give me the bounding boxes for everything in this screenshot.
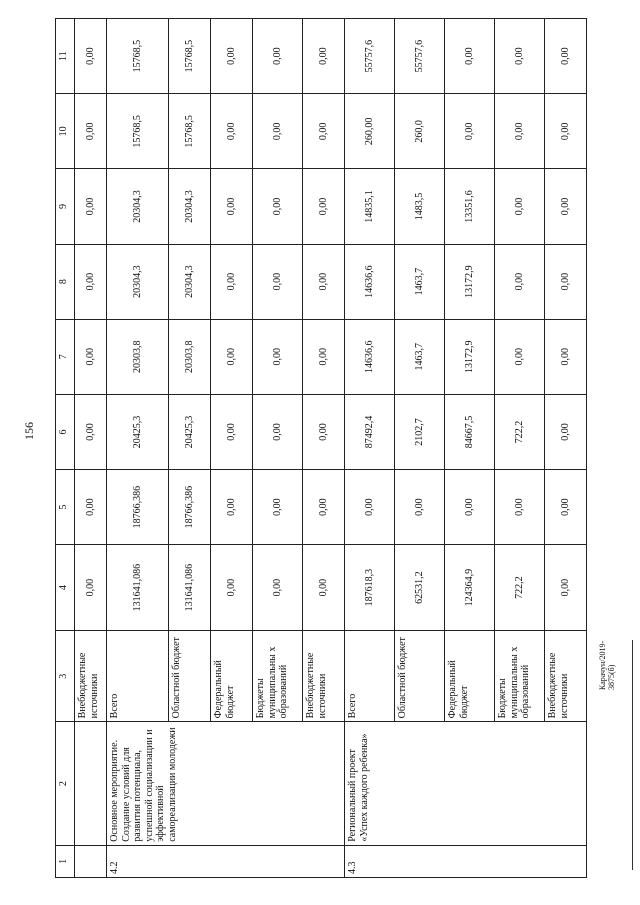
value-cell: 0,00: [75, 19, 107, 94]
value-cell: 0,00: [211, 94, 253, 169]
footer-stamp: Карачун/2019-3875(б): [598, 640, 616, 690]
source-cell: Федеральный бюджет: [445, 631, 495, 722]
value-cell: 0,00: [211, 545, 253, 631]
value-cell: 0,00: [75, 394, 107, 469]
value-cell: 18766,386: [107, 470, 169, 545]
value-cell: 0,00: [211, 19, 253, 94]
value-cell: 20303,8: [107, 319, 169, 394]
value-cell: 13172,9: [445, 319, 495, 394]
table-row: [107, 19, 169, 878]
value-cell: 20304,3: [169, 244, 211, 319]
value-cell: 55757,6: [395, 19, 445, 94]
value-cell: 2102,7: [395, 394, 445, 469]
source-cell: Бюджеты муниципальны х образований: [495, 631, 545, 722]
value-cell: 14835,1: [345, 169, 395, 244]
value-cell: 20304,3: [107, 244, 169, 319]
value-cell: 0,00: [75, 169, 107, 244]
source-cell: Федеральный бюджет: [211, 631, 253, 722]
value-cell: 0,00: [75, 94, 107, 169]
value-cell: 0,00: [545, 169, 587, 244]
value-cell: 62531,2: [395, 545, 445, 631]
value-cell: 0,00: [445, 94, 495, 169]
value-cell: 20303,8: [169, 319, 211, 394]
value-cell: 0,00: [303, 244, 345, 319]
value-cell: 0,00: [495, 19, 545, 94]
value-cell: 0,00: [303, 545, 345, 631]
value-cell: 15768,5: [107, 94, 169, 169]
value-cell: 0,00: [445, 19, 495, 94]
value-cell: 0,00: [253, 394, 303, 469]
value-cell: 0,00: [75, 470, 107, 545]
value-cell: 0,00: [253, 19, 303, 94]
value-cell: 15768,5: [107, 19, 169, 94]
value-cell: 0,00: [75, 545, 107, 631]
value-cell: 0,00: [253, 545, 303, 631]
value-cell: 0,00: [211, 244, 253, 319]
row-number-cell: 4.3: [345, 845, 587, 877]
column-header: 4: [56, 545, 75, 631]
value-cell: 20425,3: [169, 394, 211, 469]
value-cell: 0,00: [253, 470, 303, 545]
column-header: 1: [56, 845, 75, 877]
value-cell: 15768,5: [169, 94, 211, 169]
value-cell: 124364,9: [445, 545, 495, 631]
value-cell: 20425,3: [107, 394, 169, 469]
source-cell: Областной бюджет: [169, 631, 211, 722]
value-cell: 55757,6: [345, 19, 395, 94]
table-row: [75, 19, 107, 878]
value-cell: 0,00: [211, 169, 253, 244]
value-cell: 0,00: [495, 94, 545, 169]
value-cell: 0,00: [303, 394, 345, 469]
value-cell: 0,00: [445, 470, 495, 545]
budget-table: [55, 18, 587, 878]
value-cell: 18766,386: [169, 470, 211, 545]
value-cell: 87492,4: [345, 394, 395, 469]
value-cell: 0,00: [545, 470, 587, 545]
value-cell: 1463,7: [395, 319, 445, 394]
value-cell: 0,00: [395, 470, 445, 545]
value-cell: 187618,3: [345, 545, 395, 631]
column-header: 5: [56, 470, 75, 545]
source-cell: Внебюджетные источники: [75, 631, 107, 722]
value-cell: 0,00: [211, 319, 253, 394]
source-cell: Бюджеты муниципальны х образований: [253, 631, 303, 722]
value-cell: 0,00: [303, 319, 345, 394]
value-cell: 13172,9: [445, 244, 495, 319]
value-cell: 260,0: [395, 94, 445, 169]
column-header: 11: [56, 19, 75, 94]
value-cell: 1483,5: [395, 169, 445, 244]
column-header: 3: [56, 631, 75, 722]
value-cell: 0,00: [253, 244, 303, 319]
column-header: 7: [56, 319, 75, 394]
value-cell: 0,00: [495, 244, 545, 319]
value-cell: 15768,5: [169, 19, 211, 94]
value-cell: 13351,6: [445, 169, 495, 244]
value-cell: 0,00: [545, 319, 587, 394]
source-cell: Всего: [107, 631, 169, 722]
row-name-cell: [75, 722, 107, 845]
value-cell: 0,00: [211, 394, 253, 469]
row-number-cell: [75, 845, 107, 877]
value-cell: 0,00: [303, 470, 345, 545]
source-cell: Областной бюджет: [395, 631, 445, 722]
column-header: 2: [56, 722, 75, 845]
source-cell: Всего: [345, 631, 395, 722]
column-header: 10: [56, 94, 75, 169]
value-cell: 0,00: [75, 319, 107, 394]
value-cell: 722,2: [495, 394, 545, 469]
value-cell: 131641,086: [107, 545, 169, 631]
column-header: 9: [56, 169, 75, 244]
value-cell: 0,00: [211, 470, 253, 545]
table-row: [345, 19, 395, 878]
value-cell: 0,00: [545, 244, 587, 319]
header-row: [56, 19, 75, 878]
value-cell: 14636,6: [345, 244, 395, 319]
value-cell: 0,00: [545, 394, 587, 469]
value-cell: 0,00: [495, 319, 545, 394]
column-header: 8: [56, 244, 75, 319]
source-cell: Внебюджетные источники: [545, 631, 587, 722]
table-container: [55, 18, 587, 878]
row-number-cell: 4.2: [107, 845, 345, 877]
value-cell: 0,00: [75, 244, 107, 319]
value-cell: 20304,3: [107, 169, 169, 244]
value-cell: 0,00: [253, 319, 303, 394]
value-cell: 20304,3: [169, 169, 211, 244]
value-cell: 0,00: [253, 94, 303, 169]
value-cell: 260,00: [345, 94, 395, 169]
source-cell: Внебюджетные источники: [303, 631, 345, 722]
page-number: 156: [22, 422, 36, 440]
value-cell: 0,00: [253, 169, 303, 244]
row-name-cell: Основное мероприятие. Создание условий для развития потенциала, успешной социализации и эффективной самореализации молодежи: [107, 722, 345, 845]
column-header: 6: [56, 394, 75, 469]
value-cell: 0,00: [303, 19, 345, 94]
value-cell: 722,2: [495, 545, 545, 631]
value-cell: 0,00: [545, 19, 587, 94]
value-cell: 0,00: [495, 169, 545, 244]
value-cell: 84667,5: [445, 394, 495, 469]
value-cell: 131641,086: [169, 545, 211, 631]
value-cell: 0,00: [345, 470, 395, 545]
value-cell: 0,00: [495, 470, 545, 545]
value-cell: 0,00: [545, 545, 587, 631]
margin-line: [632, 640, 633, 870]
value-cell: 1463,7: [395, 244, 445, 319]
value-cell: 0,00: [545, 94, 587, 169]
row-name-cell: Региональный проект «Успех каждого ребенка»: [345, 722, 587, 845]
value-cell: 14636,6: [345, 319, 395, 394]
value-cell: 0,00: [303, 94, 345, 169]
value-cell: 0,00: [303, 169, 345, 244]
